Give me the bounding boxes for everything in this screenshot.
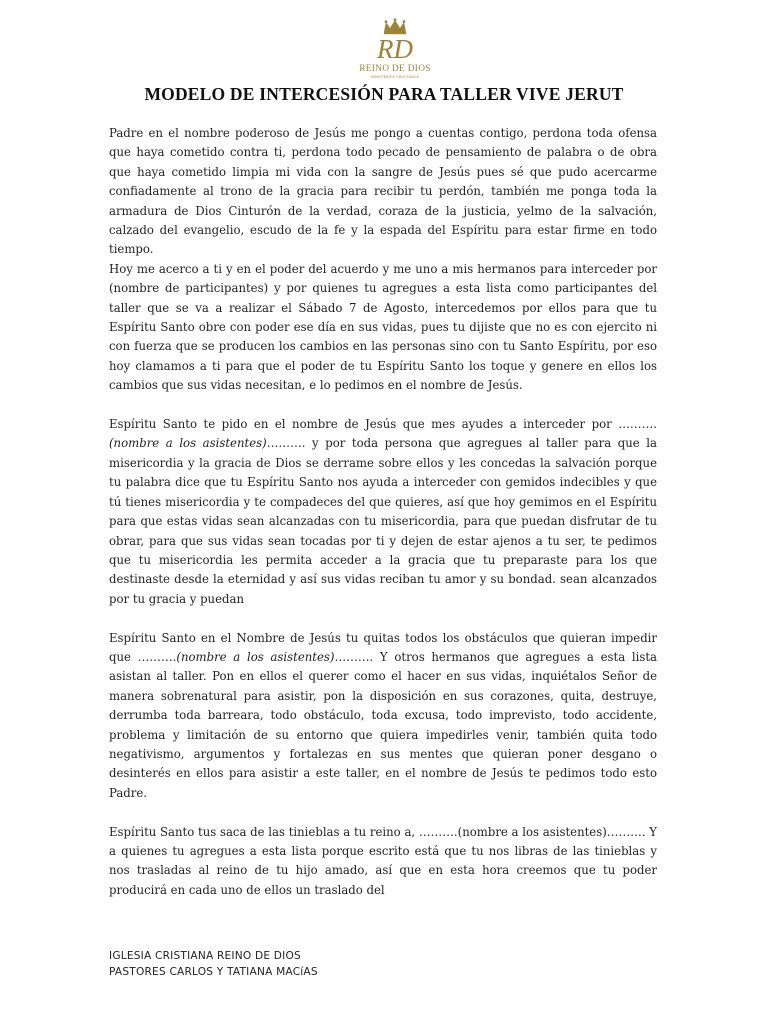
paragraph-3-text-before: Espíritu Santo te pido en el nombre de Jesús que mes ayudes a interceder por ……….	[109, 417, 657, 432]
church-logo	[352, 18, 438, 82]
footer-church-name: IGLESIA CRISTIANA REINO DE DIOS	[109, 950, 301, 962]
logo-monogram: RD	[377, 34, 413, 64]
paragraph-1: Padre en el nombre poderoso de Jesús me pongo a cuentas contigo, perdona toda ofensa que haya cometido contra ti, perdona todo pecado de pensamiento de palabra o de obra que haya cometido limpia mi vida con la sangre de Jesús pues sé que pudo acercarme confiadamente al trono de la gracia para recibir tu perdón, también me ponga toda la armadura de Dios Cinturón de la verdad, coraza de la justicia, yelmo de la salvación, calzado del evangelio, escudo de la fe y la espada del Espíritu para estar firme en todo tiempo.	[109, 126, 657, 257]
paragraph-3-placeholder: (nombre a los asistentes)	[109, 436, 267, 451]
document-title: MODELO DE INTERCESIÓN PARA TALLER VIVE JERUT	[144, 84, 624, 104]
document-body	[109, 124, 657, 900]
footer-pastors: PASTORES CARLOS Y TATIANA MACíAS	[109, 966, 318, 978]
paragraph-4	[109, 629, 657, 804]
paragraph-3	[109, 415, 657, 609]
document-footer	[109, 948, 318, 980]
paragraph-3-text-after: ………. y por toda persona que agregues al taller para que la misericordia y la gracia de Dios se derrame sobre ellos y les concedas la salvación porque tu palabra dice que tu Espíritu Santo nos ayuda a interceder con gemidos indecibles y que tú tienes misericordia y te compadeces del que quieres, así que hoy gemimos en el Espíritu para que estas vidas sean alcanzadas con tu misericordia, para que puedan disfrutar de tu obrar, para que sus vidas sean tocadas por ti y dejen de estar ajenos a tu ser, te pedimos que tu misericordia les permita acceder a la gracia que tu preparaste para los que destinaste desde la eternidad y así sus vidas reciban tu amor y su bondad. sean alcanzados por tu gracia y puedan	[109, 436, 658, 606]
paragraph-2: Hoy me acerco a ti y en el poder del acuerdo y me uno a mis hermanos para interceder por (nombre de participantes) y por quienes tu agregues a esta lista como participantes del taller que se va a realizar el Sábado 7 de Agosto, intercedemos por ellos para que tu Espíritu Santo obre con poder ese día en sus vidas, pues tu dijiste que no es con ejercito ni con fuerza que se producen los cambios en las personas sino con tu Santo Espíritu, por eso hoy clamamos a ti para que el poder de tu Espíritu Santo los toque y genere en ellos los cambios que sus vidas necesitan, e lo pedimos en el nombre de Jesús.	[109, 261, 657, 393]
logo-tagline: MINISTERIOS CRISTIANOS	[370, 75, 420, 79]
paragraph-4-text-after: ………. Y otros hermanos que agregues a esta lista asistan al taller. Pon en ellos el querer como el hacer en sus vidas, inquiétalos Señor de manera sobrenatural para asistir, pon la disposición en sus corazones, quita, destruye, derrumba toda barreara, todo obstáculo, toda excusa, todo imprevisto, todo accidente, problema y limitación de su entorno que quiera impedirles venir, también quita todo negativismo, argumentos y fortalezas en sus mentes que quieran poner desgano o desinterés en ellos para asistir a este taller, en el nombre de Jesús te pedimos todo esto Padre.	[109, 649, 658, 800]
logo-name: REINO DE DIOS	[359, 64, 431, 74]
crown-icon	[384, 18, 406, 34]
paragraph-5: Espíritu Santo tus saca de las tinieblas a tu reino a, ……….(nombre a los asistentes)………. Y a quienes tu agregues a esta lista porque escrito está que tu nos libras de las tinieblas y nos trasladas al reino de tu hijo amado, así que en esta hora creemos que tu poder producirá en cada uno de ellos un traslado del	[109, 824, 657, 897]
paragraph-4-text-before: Espíritu Santo en el Nombre de Jesús tu quitas todos los obstáculos que quieran impedir que ……….	[109, 630, 657, 664]
paragraph-4-placeholder: (nombre a los asistentes)	[176, 649, 335, 664]
